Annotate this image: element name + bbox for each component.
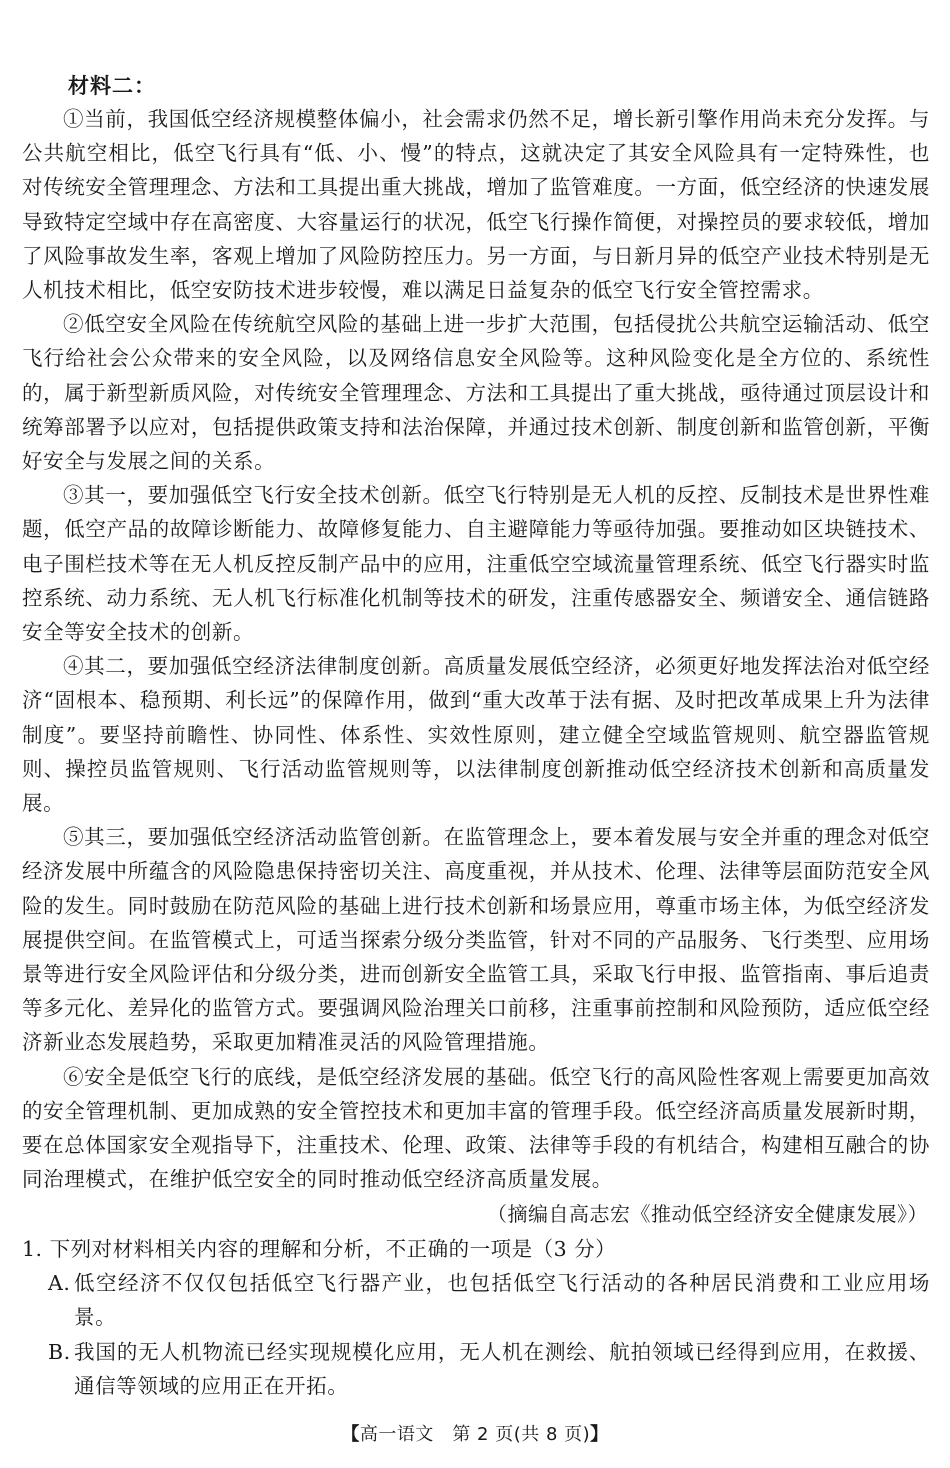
paragraph-2: ②低空安全风险在传统航空风险的基础上进一步扩大范围，包括侵扰公共航空运输活动、低空飞行给社会公众带来的安全风险，以及网络信息安全风险等。这种风险变化是全方位的、系统性的，属于新型新质风险，对传统安全管理理念、方法和工具提出了重大挑战，亟待通过顶层设计和统筹部署予以应对，包括提供政策支持和法治保障，并通过技术创新、制度创新和监管创新，平衡好安全与发展之间的关系。 xyxy=(22,312,930,474)
option-text: 低空经济不仅仅包括低空飞行器产业，也包括低空飞行活动的各种居民消费和工业应用场景。 xyxy=(74,1271,930,1330)
footer-left-bracket: 【 xyxy=(341,1424,360,1445)
footer-text: 高一语文 第 2 页(共 8 页) xyxy=(359,1424,591,1445)
source-citation: （摘编自高志宏《推动低空经济安全健康发展》） xyxy=(487,1202,928,1226)
option-label: B. xyxy=(48,1339,71,1364)
option-b[interactable] xyxy=(22,1335,930,1403)
footer-right-bracket: 】 xyxy=(590,1424,609,1445)
section-title: 材料二： xyxy=(68,73,156,98)
paragraph-5: ⑤其三，要加强低空经济活动监管创新。在监管理念上，要本着发展与安全并重的理念对低空经济发展中所蕴含的风险隐患保持密切关注、高度重视，并从技术、伦理、法律等层面防范安全风险的发生。同时鼓励在防范风险的基础上进行技术创新和场景应用，尊重市场主体，为低空经济发展提供空间。在监管模式上，可适当探索分级分类监管，针对不同的产品服务、飞行类型、应用场景等进行安全风险评估和分级分类，进而创新安全监管工具，采取飞行申报、监管指南、事后追责等多元化、差异化的监管方式。要强调风险治理关口前移，注重事前控制和风险预防，适应低空经济新业态发展趋势，采取更加精准灵活的风险管理措施。 xyxy=(22,825,930,1055)
page-footer xyxy=(0,1420,950,1446)
paragraph-1: ①当前，我国低空经济规模整体偏小，社会需求仍然不足，增长新引擎作用尚未充分发挥。与公共航空相比，低空飞行具有“低、小、慢”的特点，这就决定了其安全风险具有一定特殊性，也对传统安全管理理念、方法和工具提出重大挑战，增加了监管难度。一方面，低空经济的快速发展导致特定空域中存在高密度、大容量运行的状况，低空飞行操作简便，对操控员的要求较低，增加了风险事故发生率，客观上增加了风险防控压力。另一方面，与日新月异的低空产业技术特别是无人机技术相比，低空安防技术进步较慢，难以满足日益复杂的低空飞行安全管控需求。 xyxy=(22,107,930,303)
paragraph-6: ⑥安全是低空飞行的底线，是低空经济发展的基础。低空飞行的高风险性客观上需要更加高效的安全管理机制、更加成熟的安全管控技术和更加丰富的管理手段。低空经济高质量发展新时期，要在总体国家安全观指导下，注重技术、伦理、政策、法律等手段的有机结合，构建相互融合的协同治理模式，在维护低空安全的同时推动低空经济高质量发展。 xyxy=(22,1064,930,1192)
question-1 xyxy=(22,1232,930,1403)
option-text: 我国的无人机物流已经实现规模化应用，无人机在测绘、航拍领域已经得到应用，在救援、通信等领域的应用正在开拓。 xyxy=(74,1339,930,1398)
option-a[interactable] xyxy=(22,1266,930,1334)
article-body xyxy=(22,102,930,1197)
option-label: A. xyxy=(48,1271,71,1296)
paragraph-4: ④其二，要加强低空经济法律制度创新。高质量发展低空经济，必须更好地发挥法治对低空经济“固根本、稳预期、利长远”的保障作用，做到“重大改革于法有据、及时把改革成果上升为法律制度”。要坚持前瞻性、协同性、体系性、实效性原则，建立健全空域监管规则、航空器监管规则、操控员监管规则、飞行活动监管规则等，以法律制度创新推动低空经济技术创新和高质量发展。 xyxy=(22,654,930,816)
question-stem: 1. 下列对材料相关内容的理解和分析，不正确的一项是（3 分） xyxy=(22,1237,617,1261)
paragraph-3: ③其一，要加强低空飞行安全技术创新。低空飞行特别是无人机的反控、反制技术是世界性难题，低空产品的故障诊断能力、故障修复能力、自主避障能力等亟待加强。要推动如区块链技术、电子围栏技术等在无人机反控反制产品中的应用，注重低空空域流量管理系统、低空飞行器实时监控系统、动力系统、无人机飞行标准化机制等技术的研发，注重传感器安全、频谱安全、通信链路安全等安全技术的创新。 xyxy=(22,483,930,645)
